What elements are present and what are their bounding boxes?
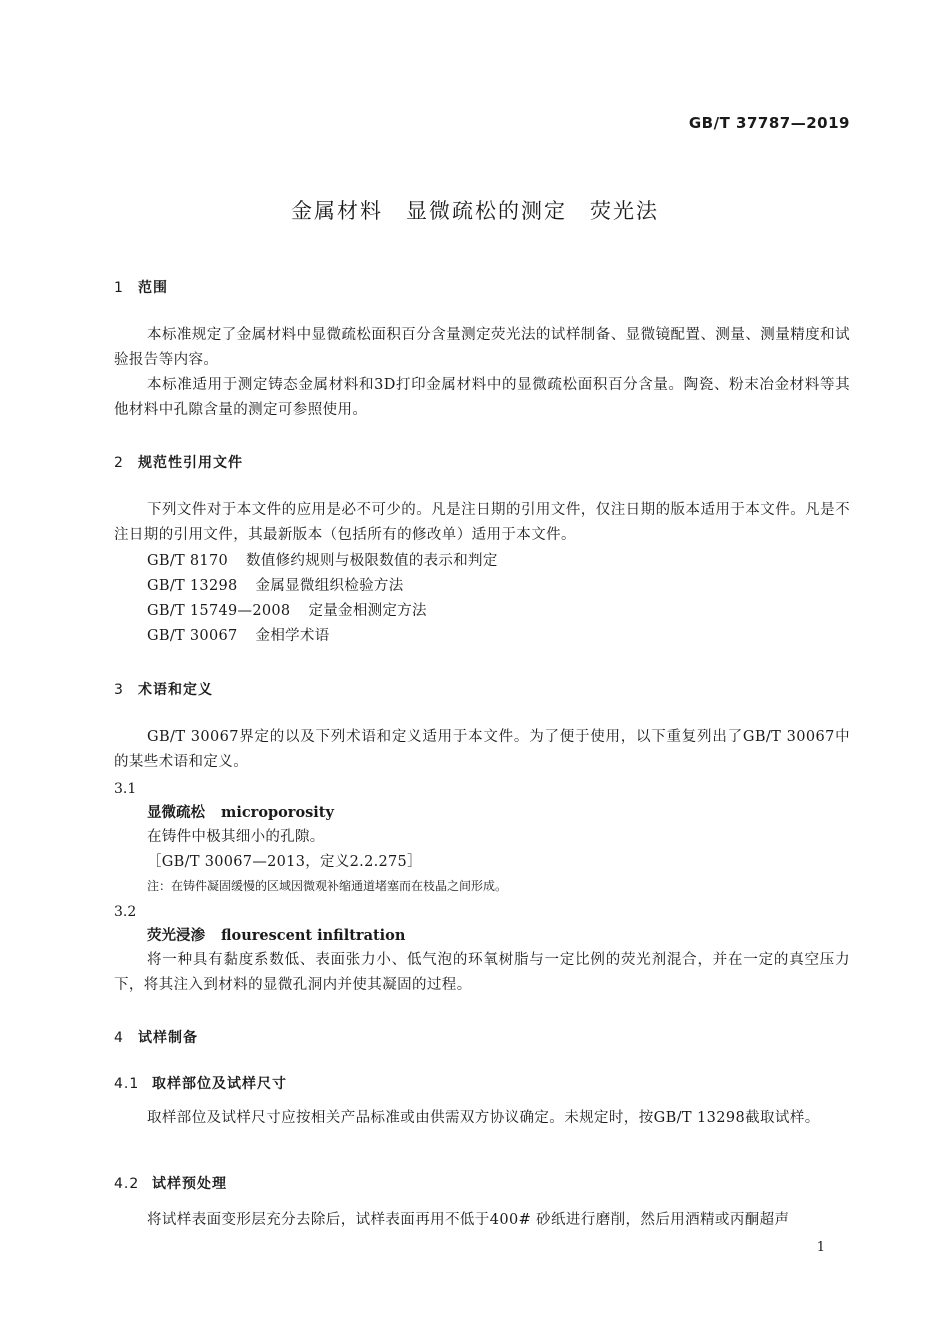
normative-reference [147, 576, 404, 596]
paragraph: GB/T 30067界定的以及下列术语和定义适用于本文件。为了便于使用，以下重复列出了GB/T 30067中的某些术语和定义。 [114, 729, 850, 770]
clause-number: 3.2 [114, 904, 137, 920]
term-english: microporosity [221, 804, 334, 821]
reference-code: GB/T 30067 [147, 628, 238, 644]
section-1-heading [114, 277, 168, 297]
reference-code: GB/T 13298 [147, 578, 238, 594]
section-2-heading [114, 452, 243, 472]
reference-title: 金相学术语 [255, 628, 330, 644]
reference-code: GB/T 15749—2008 [147, 603, 291, 619]
term-chinese: 显微疏松 [147, 804, 205, 821]
normative-reference [147, 626, 330, 646]
paragraph: 本标准规定了金属材料中显微疏松面积百分含量测定荧光法的试样制备、显微镜配置、测量、测量精度和试验报告等内容。 [114, 327, 850, 368]
section-title: 试样制备 [138, 1030, 198, 1046]
section-number: 2 [114, 455, 124, 471]
term-note: 注：在铸件凝固缓慢的区域因微观补缩通道堵塞而在枝晶之间形成。 [147, 879, 508, 893]
reference-title: 定量金相测定方法 [308, 603, 427, 619]
term-definition: 将一种具有黏度系数低、表面张力小、低气泡的环氧树脂与一定比例的荧光剂混合，并在一定的真空压力下，将其注入到材料的显微孔洞内并使其凝固的过程。 [114, 952, 850, 993]
normative-reference [147, 551, 498, 571]
section-title: 范围 [138, 280, 168, 296]
subsection-title: 取样部位及试样尺寸 [152, 1076, 287, 1092]
paragraph: 本标准适用于测定铸态金属材料和3D打印金属材料中的显微疏松面积百分含量。陶瓷、粉末冶金材料等其他材料中孔隙含量的测定可参照使用。 [114, 377, 850, 418]
section-3-heading [114, 679, 213, 699]
clause-number: 3.1 [114, 781, 137, 797]
standard-number: GB/T 37787—2019 [688, 114, 850, 132]
section-number: 4 [114, 1030, 124, 1046]
subsection-4-2-heading [114, 1173, 227, 1193]
reference-title: 金属显微组织检验方法 [255, 578, 404, 594]
term-definition: 在铸件中极其细小的孔隙。 [147, 829, 325, 845]
term-entry [147, 803, 334, 823]
term-english: flourescent infiltration [221, 927, 406, 944]
section-number: 1 [114, 280, 124, 296]
paragraph: 取样部位及试样尺寸应按相关产品标准或由供需双方协议确定。未规定时，按GB/T 13298截取试样。 [147, 1110, 820, 1126]
section-title: 术语和定义 [138, 682, 213, 698]
document-title: 金属材料 显微疏松的测定 荧光法 [291, 199, 659, 223]
paragraph: 将试样表面变形层充分去除后，试样表面再用不低于400# 砂纸进行磨削，然后用酒精或丙酮超声 [147, 1212, 790, 1228]
subsection-title: 试样预处理 [152, 1176, 227, 1192]
subsection-number: 4.2 [114, 1176, 140, 1192]
subsection-4-1-heading [114, 1073, 287, 1093]
page-number: 1 [816, 1240, 825, 1255]
term-entry [147, 926, 405, 946]
reference-title: 数值修约规则与极限数值的表示和判定 [246, 553, 498, 569]
reference-code: GB/T 8170 [147, 553, 229, 569]
subsection-number: 4.1 [114, 1076, 140, 1092]
section-4-heading [114, 1027, 198, 1047]
section-number: 3 [114, 682, 124, 698]
term-chinese: 荧光浸渗 [147, 927, 205, 944]
paragraph: 下列文件对于本文件的应用是必不可少的。凡是注日期的引用文件，仅注日期的版本适用于本文件。凡是不注日期的引用文件，其最新版本（包括所有的修改单）适用于本文件。 [114, 502, 850, 543]
term-source: ［GB/T 30067—2013，定义2.2.275］ [147, 854, 422, 870]
normative-reference [147, 601, 427, 621]
section-title: 规范性引用文件 [138, 455, 243, 471]
